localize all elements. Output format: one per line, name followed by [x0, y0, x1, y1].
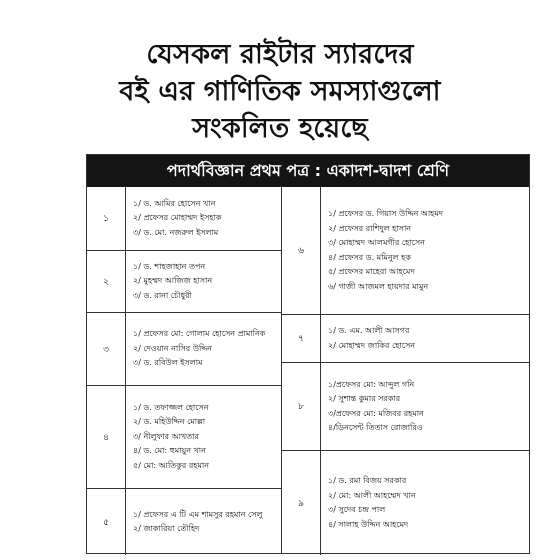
writer-name: ৩/ ড. রবিউল ইসলাম [133, 358, 203, 368]
writer-list [126, 386, 281, 488]
table-row [87, 313, 281, 386]
writer-name: ১/ প্রফেসর মো: গোলাম হোসেন প্রামানিক [133, 329, 266, 339]
right-column [281, 187, 530, 553]
writer-name: ১/ ড. শাহজাহান তপন [133, 261, 206, 271]
writer-name: ৩/ ড. রানা চৌধুরী [133, 290, 192, 300]
writer-name: ১/ ড. তফাজ্জল হোসেন [133, 402, 209, 412]
writer-list [126, 313, 281, 385]
table-row [87, 489, 281, 555]
table-title-banner: পদার্থবিজ্ঞান প্রথম পত্র : একাদশ-দ্বাদশ শ্রেণি [87, 155, 529, 187]
writer-name: ২/ জাকারিয়া তৌহিদ [133, 524, 200, 533]
row-number: ১ [87, 187, 126, 250]
writer-list [126, 489, 281, 555]
writer-name: ১/ ড. রমা বিজয় সরকার [328, 476, 407, 485]
writer-name: ২/ প্রফেসর মোহাম্মদ ইসহাক [133, 213, 222, 223]
writer-name: ৩/প্রফেসর মো: মজিবর রহমান [328, 408, 424, 418]
writer-name: ৩/ ড. মো. নজরুল ইসলাম [133, 227, 219, 237]
writer-list [321, 451, 530, 555]
table-row [282, 363, 530, 451]
table-row [87, 386, 281, 489]
writers-table [86, 154, 530, 554]
writer-list [321, 187, 530, 314]
writer-name: ২/ ড. মহিউদ্দিন মোল্লা [133, 417, 206, 427]
left-column [87, 187, 281, 553]
writer-name: ২/ সুশান্ত কুমার সরকার [328, 394, 401, 403]
writer-list [321, 363, 530, 450]
writer-list [126, 187, 281, 250]
writer-name: ২/ মুহম্মদ আজিজ হাসান [133, 276, 213, 286]
writer-name: ২/ মো: আলী আহম্মেদ খান [328, 490, 416, 500]
writer-name: ১/ প্রফেসর এ টি এম শামসুর রহমান সেলু [133, 509, 263, 519]
heading-line-1: যেসকল রাইটার স্যারদের [146, 39, 414, 70]
writer-name: ৫/ মো: আতিকুর রহমান [133, 460, 209, 470]
row-number: ৩ [87, 313, 126, 385]
row-number: ৯ [282, 451, 321, 555]
writer-name: ৩/ মোহাম্মদ আলমগীর হোসেন [328, 238, 425, 247]
writer-name: ৫/ প্রফেসর মাহেরা আহমেদ [328, 267, 415, 276]
row-number: ৬ [282, 187, 321, 314]
writer-name: ৩/ সুদেব চন্দ্র পাল [328, 505, 386, 514]
writer-name: ১/ প্রফেসর ড. গিয়াস উদ্দিন আহমদ [328, 209, 443, 218]
writer-name: ৪/ডিনসেন্ট তিতাস রোজারিও [328, 423, 423, 432]
table-row [282, 187, 530, 315]
row-number: ৭ [282, 315, 321, 362]
row-number: ৫ [87, 489, 126, 555]
writer-name: ৩/ নীলুফার আখতার [133, 431, 199, 441]
writer-name: ৪/ ড. মো: হুমায়ুন খান [133, 446, 206, 456]
writer-list [321, 315, 530, 362]
row-number: ৮ [282, 363, 321, 450]
writer-name: ১/ ড. আমির হোসেন খান [133, 198, 216, 208]
writer-list [126, 251, 281, 312]
table-row [282, 451, 530, 555]
writer-name: ৪/ প্রফেসর ড. মমিনুল হক [328, 252, 411, 262]
heading-line-3: সংকলিত হয়েছে [192, 113, 368, 144]
table-row [87, 187, 281, 251]
heading [60, 36, 500, 147]
row-number: ২ [87, 251, 126, 312]
writer-name: ১/ ড. এম. আলী আসগর [328, 326, 410, 335]
table-row [87, 251, 281, 313]
writer-name: ৪/ সালাহ উদ্দিন আহমেদ [328, 519, 409, 529]
writer-name: ১/প্রফেসর মো: আব্দুল গনি [328, 379, 415, 389]
row-number: ৪ [87, 386, 126, 488]
writer-name: ৬/ গাজী আজমল হায়দার মামুন [328, 281, 429, 291]
heading-line-2: বই এর গাণিতিক সমস্যাগুলো [119, 76, 441, 107]
writer-name: ২/ দেওয়ান নাসির উদ্দিন [133, 343, 212, 353]
table-row [282, 315, 530, 363]
writer-name: ২/ মোহাম্মদ জাকির হোসেন [328, 340, 416, 350]
writer-name: ২/ প্রফেসর রাশিদুল হাসান [328, 223, 412, 233]
